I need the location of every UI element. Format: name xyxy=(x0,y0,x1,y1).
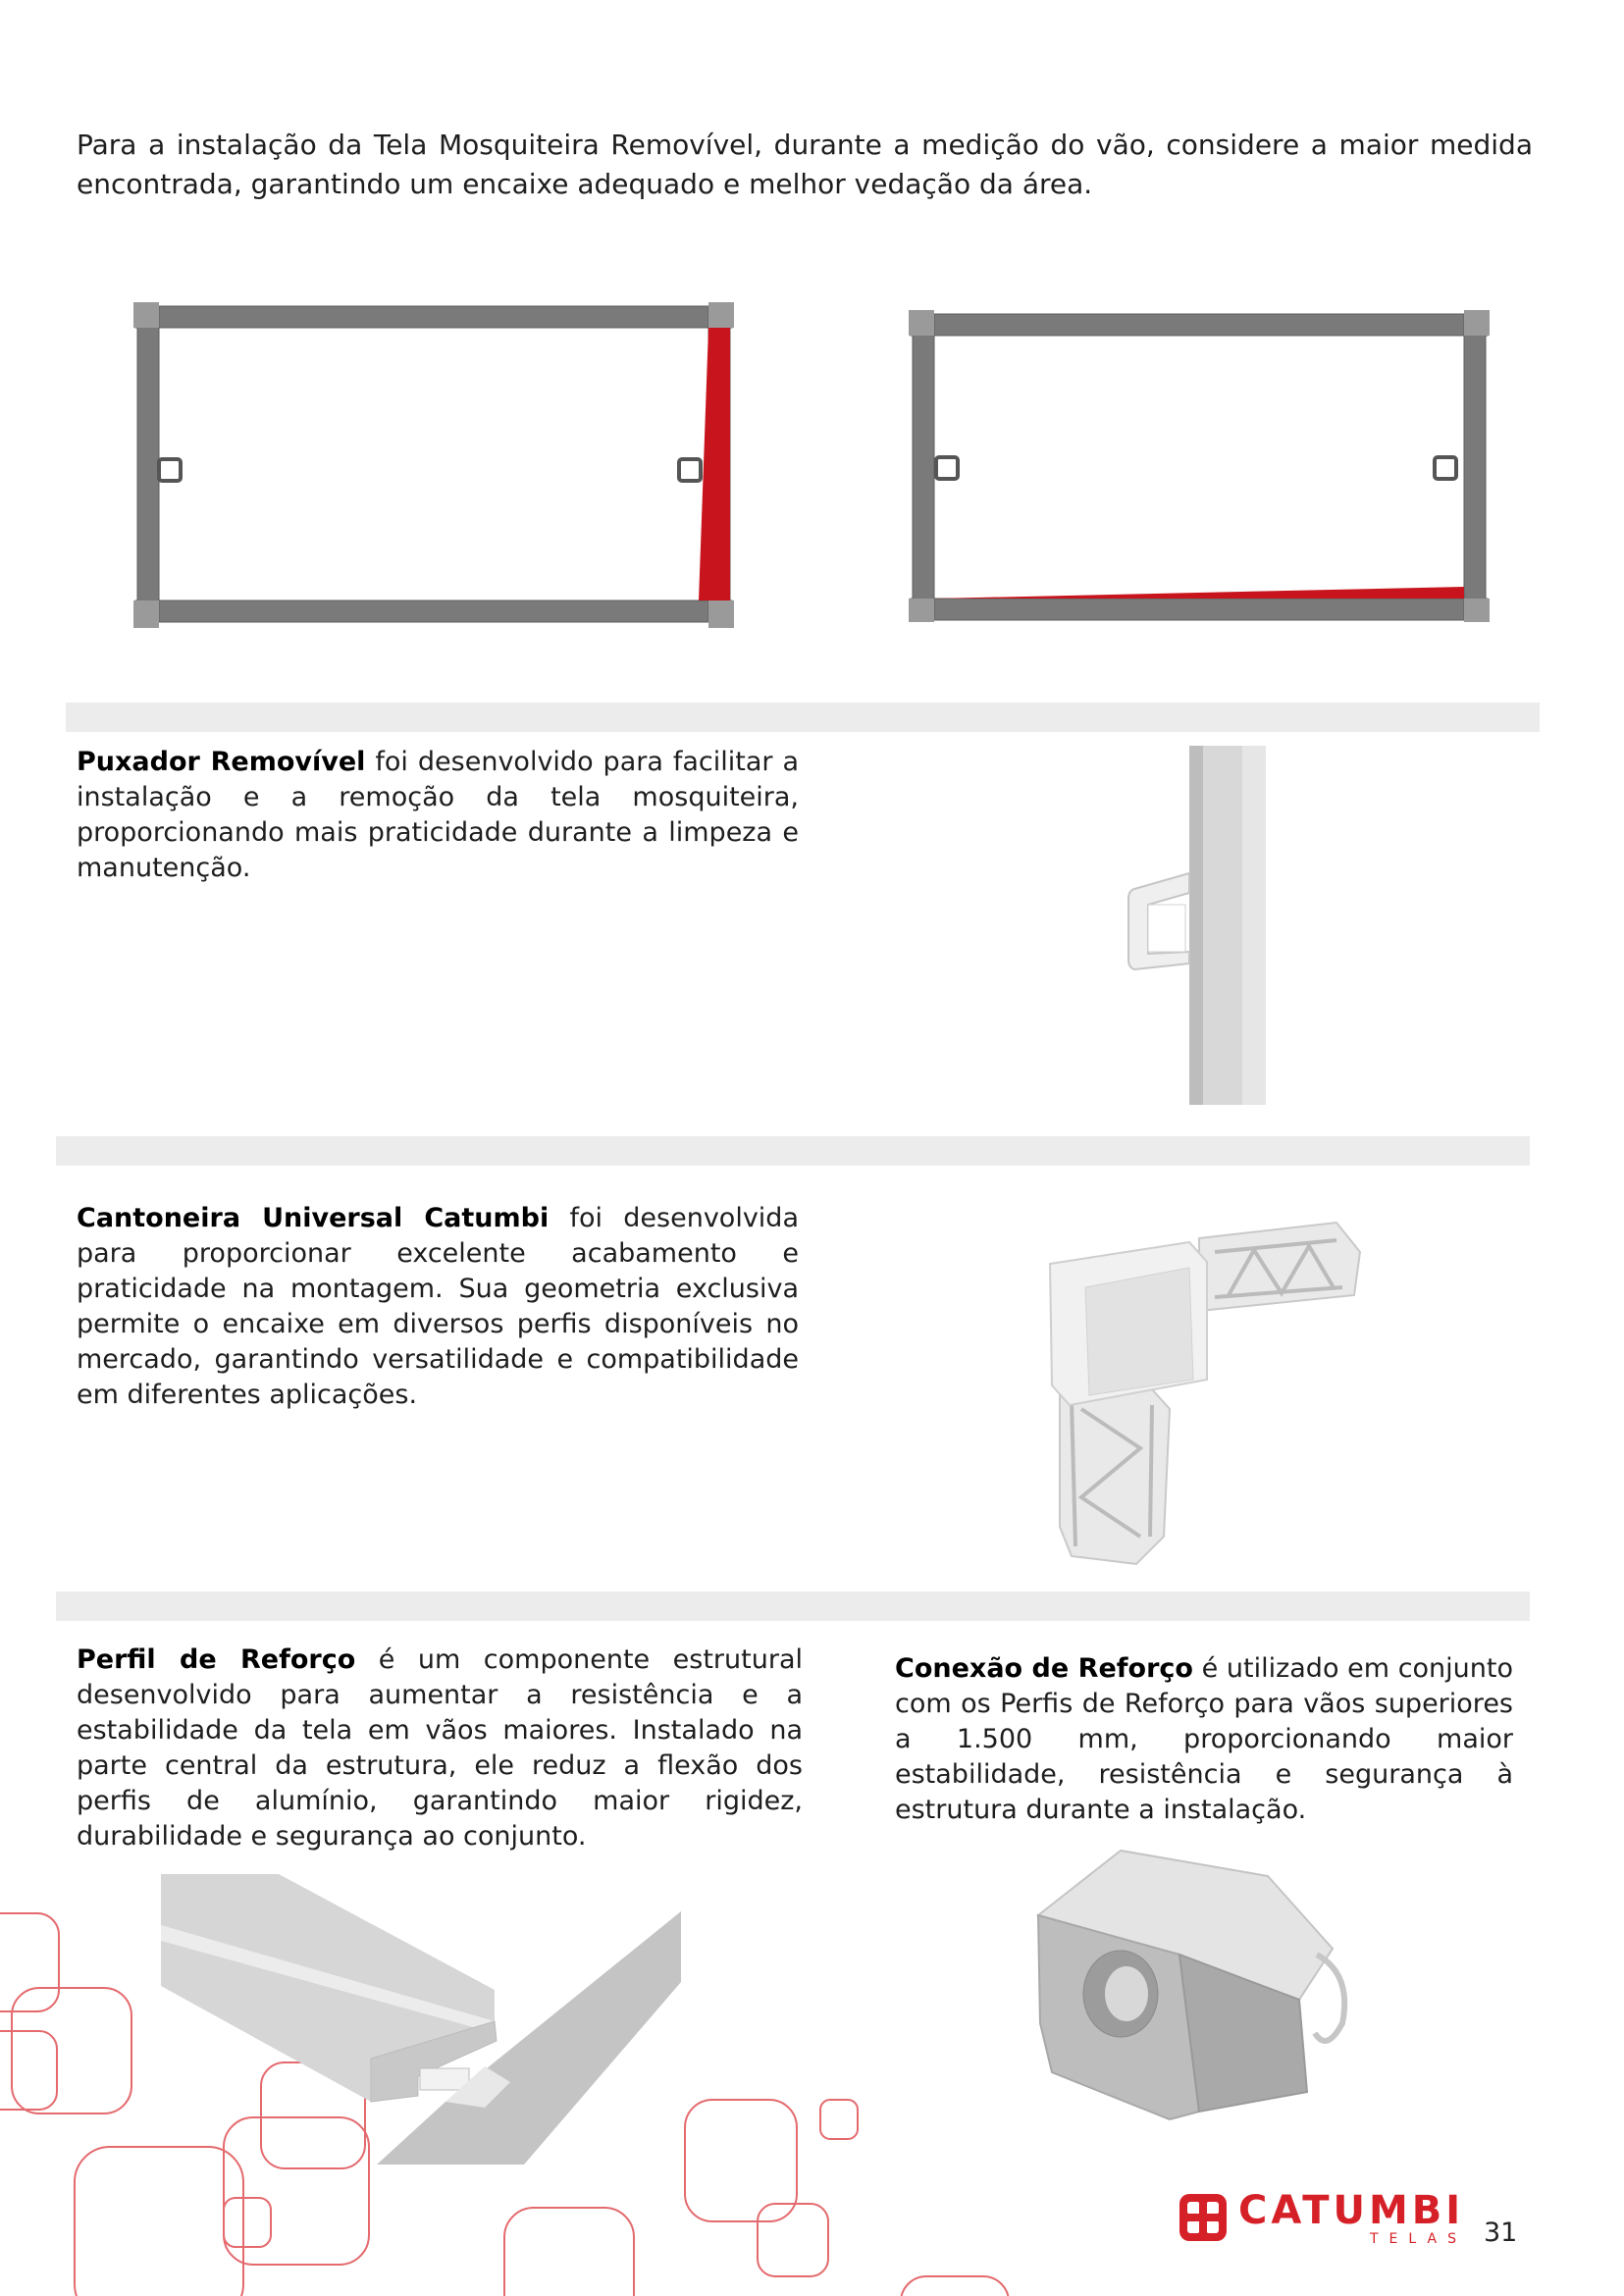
catumbi-logo-icon xyxy=(1179,2194,1227,2241)
brand-subtitle: TELAS xyxy=(1370,2231,1467,2247)
brand-name: CATUMBI xyxy=(1238,2188,1465,2233)
perfil-text: é um componente estrutural desenvolvido para aumentar a resistência e a estabilidade da tela em vãos maiores. Instalado na parte central da estrutura, ele reduz a flexão dos perfis de alumínio, garantindo maior rigidez, durabilidade e segurança ao conjunto. xyxy=(77,1644,803,1852)
cantoneira-description xyxy=(77,1201,799,1413)
puxador-title: Puxador Removível xyxy=(77,747,366,777)
conexao-reforco-image xyxy=(1032,1847,1362,2121)
intro-paragraph: Para a instalação da Tela Mosquiteira Removível, durante a medição do vão, considere a maior medida encontrada, garantindo um encaixe adequado e melhor vedação da área. xyxy=(77,129,1533,200)
cantoneira-title: Cantoneira Universal Catumbi xyxy=(77,1203,550,1233)
cantoneira-image xyxy=(1042,1213,1372,1576)
brand-logo xyxy=(1179,2194,1227,2241)
frame-diagram-right-gap xyxy=(133,302,736,632)
conexao-text: é utilizado em conjunto com os Perfis de Reforço para vãos superiores a 1.500 mm, proporcionando maior estabilidade, resistência e segurança à estrutura durante a instalação. xyxy=(895,1653,1513,1825)
cantoneira-text: foi desenvolvida para proporcionar excelente acabamento e praticidade na montagem. Sua geometria exclusiva permite o encaixe em diversos perfis disponíveis no mercado, garantindo versatilidade e compatibilidade em diferentes aplicações. xyxy=(77,1203,799,1410)
section-divider-band xyxy=(66,703,1540,732)
frame-diagram-bottom-gap xyxy=(909,310,1492,624)
section-divider-band xyxy=(56,1136,1530,1166)
perfil-title: Perfil de Reforço xyxy=(77,1644,356,1675)
perfil-reforco-image xyxy=(161,1874,695,2168)
conexao-title: Conexão de Reforço xyxy=(895,1653,1193,1684)
perfil-description xyxy=(77,1643,803,1854)
puxador-description xyxy=(77,745,799,886)
page-number: 31 xyxy=(1484,2218,1518,2248)
puxador-image xyxy=(1105,746,1268,1105)
section-divider-band xyxy=(56,1592,1530,1621)
conexao-description xyxy=(895,1651,1513,1828)
puxador-text: foi desenvolvido para facilitar a instalação e a remoção da tela mosquiteira, proporcionando mais praticidade durante a limpeza e manutenção. xyxy=(77,747,800,883)
